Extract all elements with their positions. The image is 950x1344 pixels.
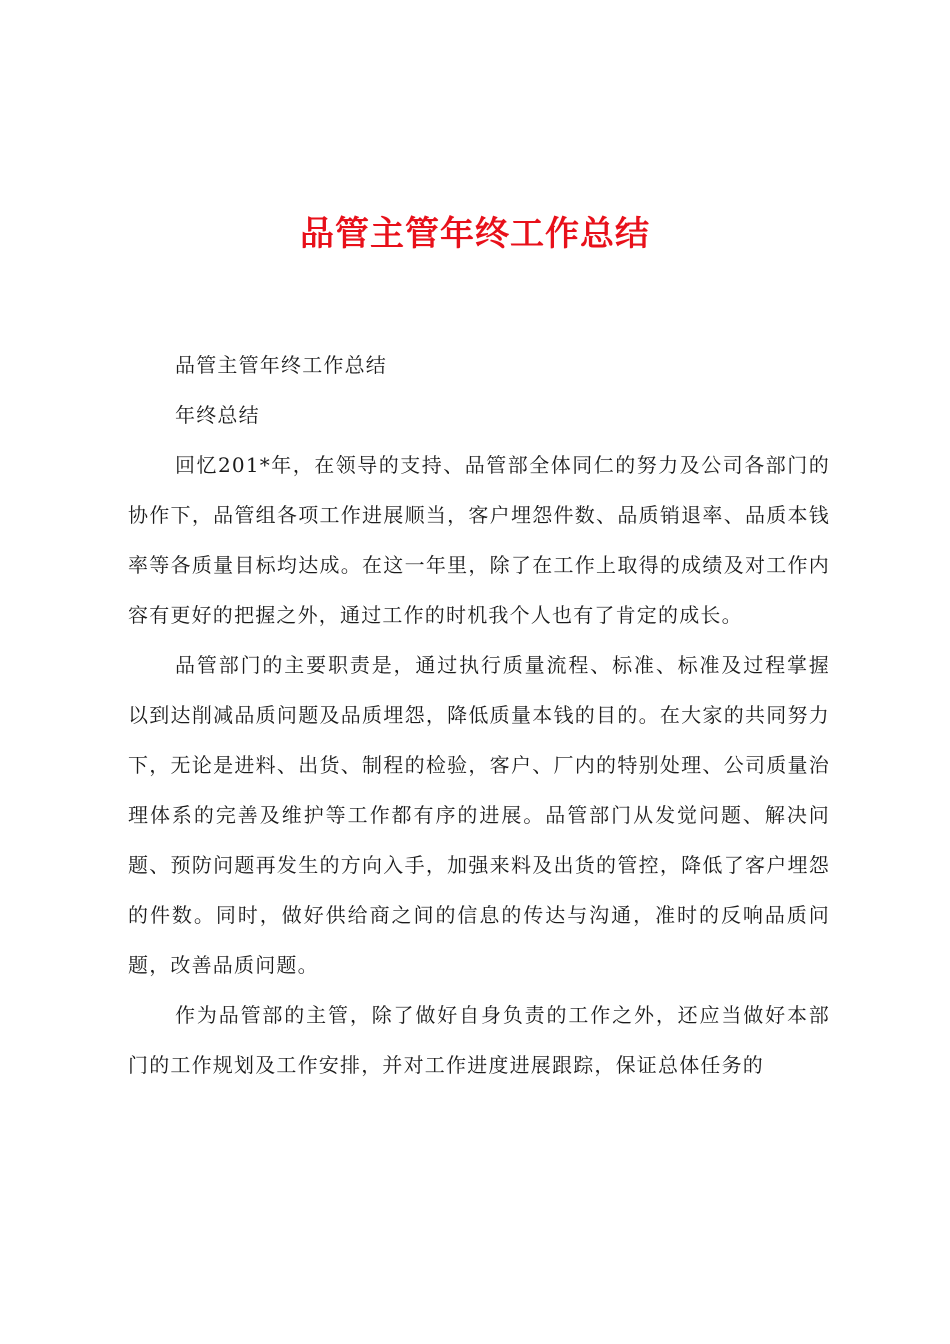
paragraph-responsibilities: 品管部门的主要职责是，通过执行质量流程、标准、标准及过程掌握以到达削减品质问题及品质埋怨，降低质量本钱的目的。在大家的共同努力下，无论是进料、出货、制程的检验，客户、厂内的特别处理、公司质量治理体系的完善及维护等工作都有序的进展。品管部门从发觉问题、解决问题、预防问题再发生的方向入手，加强来料及出货的管控，降低了客户埋怨的件数。同时，做好供给商之间的信息的传达与沟通，准时的反响品质问题，改善品质问题。 <box>128 653 830 977</box>
document-body <box>128 340 830 1090</box>
paragraph-supervisor-role: 作为品管部的主管，除了做好自身负责的工作之外，还应当做好本部门的工作规划及工作安排，并对工作进度进展跟踪，保证总体任务的 <box>128 1003 830 1077</box>
document-title: 品管主管年终工作总结 <box>300 214 650 254</box>
paragraph-review: 回忆201*年，在领导的支持、品管部全体同仁的努力及公司各部门的协作下，品管组各项工作进展顺当，客户埋怨件数、品质销退率、品质本钱率等各质量目标均达成。在这一年里，除了在工作上取得的成绩及对工作内容有更好的把握之外，通过工作的时机我个人也有了肯定的成长。 <box>128 453 830 627</box>
paragraph-heading: 品管主管年终工作总结 <box>175 353 387 377</box>
paragraph-subheading: 年终总结 <box>175 403 260 427</box>
